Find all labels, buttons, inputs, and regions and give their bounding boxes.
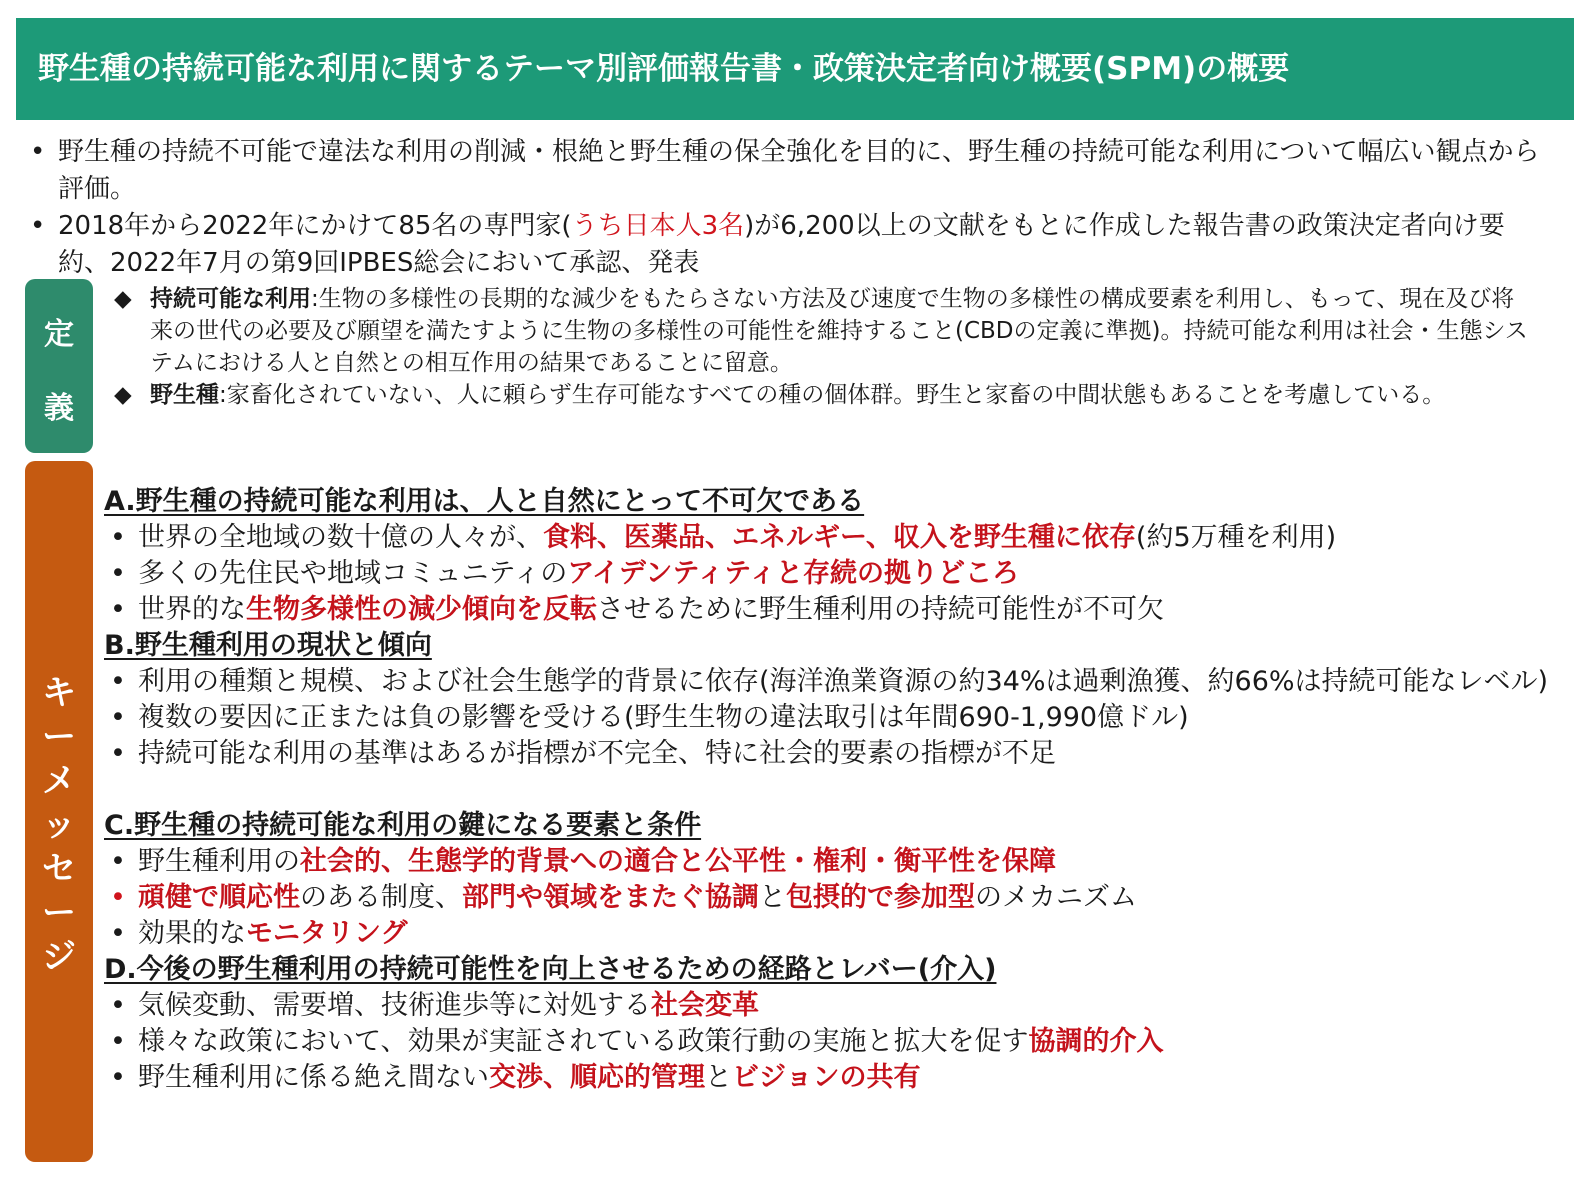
item-text: 気候変動、需要増、技術進歩等に対処する [138, 990, 651, 1021]
key-messages-tag [25, 461, 93, 1162]
item-text: 野生種利用に係る絶え間ない [138, 1062, 489, 1093]
list-item [104, 592, 1554, 628]
list-item [104, 880, 1554, 916]
intro-highlight-japanese-experts: うち日本人3名 [571, 211, 745, 241]
item-highlight: 交渉、順応的管理 [489, 1062, 705, 1093]
definition-tag [25, 279, 93, 453]
key-tag-char: ー [42, 893, 76, 933]
intro-bullet-process [24, 208, 1554, 282]
intro-section [24, 134, 1554, 282]
key-tag-char: セ [42, 849, 76, 889]
key-tag-char: メ [42, 761, 76, 801]
item-text: 様々な政策において、効果が実証されている政策行動の実施と拡大を促す [138, 1026, 1029, 1057]
spacer [104, 772, 1554, 808]
definitions-list [110, 283, 1530, 411]
item-text: 多くの先住民や地域コミュニティの [138, 558, 568, 589]
item-highlight: モニタリング [246, 918, 408, 949]
key-tag-char: ジ [42, 937, 76, 977]
section-d-heading: D.今後の野生種利用の持続可能性を向上させるための経路とレバー(介入) [104, 954, 997, 985]
intro-text: 2018年から2022年にかけて85名の専門家( [58, 211, 572, 241]
item-highlight: アイデンティティと存続の拠りどころ [567, 558, 1020, 589]
definition-wild-species [110, 379, 1530, 411]
key-tag-char: キ [42, 673, 76, 713]
list-item: • 持続可能な利用の基準はあるが指標が不完全、特に社会的要素の指標が不足 [104, 736, 1554, 772]
intro-bullet-purpose: • 野生種の持続不可能で違法な利用の削減・根絶と野生種の保全強化を目的に、野生種の持続可能な利用について幅広い観点から評価。 [24, 134, 1554, 208]
item-highlight: ビジョンの共有 [732, 1062, 921, 1093]
list-item [104, 520, 1554, 556]
item-text: (約5万種を利用) [1135, 522, 1337, 553]
intro-text: )が6,200以上の文献をもとに作成した報告書の政策決定者向け要約、2022年7月の第9回IPBES総会において承認、発表 [58, 211, 1505, 278]
item-text: のある制度、 [300, 882, 462, 913]
item-text: と [705, 1062, 732, 1093]
item-highlight: 社会変革 [651, 990, 759, 1021]
definition-term: 持続可能な利用 [150, 286, 311, 312]
item-highlight: 包摂的で参加型 [786, 882, 975, 913]
item-text: 効果的な [138, 918, 246, 949]
item-highlight: 食料、医薬品、エネルギー、収入を野生種に依存 [543, 522, 1136, 553]
list-item [104, 988, 1554, 1024]
key-messages-tag-text [25, 671, 93, 979]
page-title: 野生種の持続可能な利用に関するテーマ別評価報告書・政策決定者向け概要(SPM)の概要 [16, 18, 1574, 120]
definition-tag-char: 義 [44, 391, 74, 426]
list-item [104, 1024, 1554, 1060]
list-item [104, 844, 1554, 880]
definition-term: 野生種 [150, 382, 219, 408]
definition-text: :家畜化されていない、人に頼らず生存可能なすべての種の個体群。野生と家畜の中間状態もあることを考慮している。 [219, 382, 1446, 408]
item-highlight: 頑健で順応性 [138, 882, 300, 913]
item-text: のメカニズム [975, 882, 1137, 913]
section-b-heading: B.野生種利用の現状と傾向 [104, 630, 432, 661]
list-item [104, 916, 1554, 952]
definition-sustainable-use [110, 283, 1530, 379]
list-item [104, 1060, 1554, 1096]
definition-text: :生物の多様性の長期的な減少をもたらさない方法及び速度で生物の多様性の構成要素を利用し、もって、現在及び将来の世代の必要及び願望を満たすように生物の多様性の可能性を維持すること(CBDの定義に準拠)。持続可能な利用は社会・生態システムにおける人と自然との相互作用の結果であることに留意。 [150, 286, 1528, 376]
list-item: • 複数の要因に正または負の影響を受ける(野生生物の違法取引は年間690-1,990億ドル) [104, 700, 1554, 736]
item-text: 世界的な [138, 594, 246, 625]
item-text: 野生種利用の [138, 846, 300, 877]
key-tag-char: ッ [42, 805, 76, 845]
item-highlight: 協調的介入 [1028, 1026, 1164, 1057]
list-item: • 利用の種類と規模、および社会生態学的背景に依存(海洋漁業資源の約34%は過剰漁獲、約66%は持続可能なレベル) [104, 664, 1554, 700]
item-text: と [759, 882, 786, 913]
section-c-heading: C.野生種の持続可能な利用の鍵になる要素と条件 [104, 810, 702, 841]
list-item [104, 556, 1554, 592]
section-a-heading: A.野生種の持続可能な利用は、人と自然にとって不可欠である [104, 486, 865, 517]
item-highlight: 生物多様性の減少傾向を反転 [246, 594, 597, 625]
key-messages [104, 484, 1554, 1096]
key-tag-char: ー [42, 717, 76, 757]
item-highlight: 部門や領域をまたぐ協調 [462, 882, 759, 913]
item-highlight: 社会的、生態学的背景への適合と公平性・権利・衡平性を保障 [300, 846, 1056, 877]
item-text: 世界の全地域の数十億の人々が、 [138, 522, 543, 553]
item-text: させるために野生種利用の持続可能性が不可欠 [597, 594, 1164, 625]
definition-tag-char: 定 [44, 317, 74, 352]
